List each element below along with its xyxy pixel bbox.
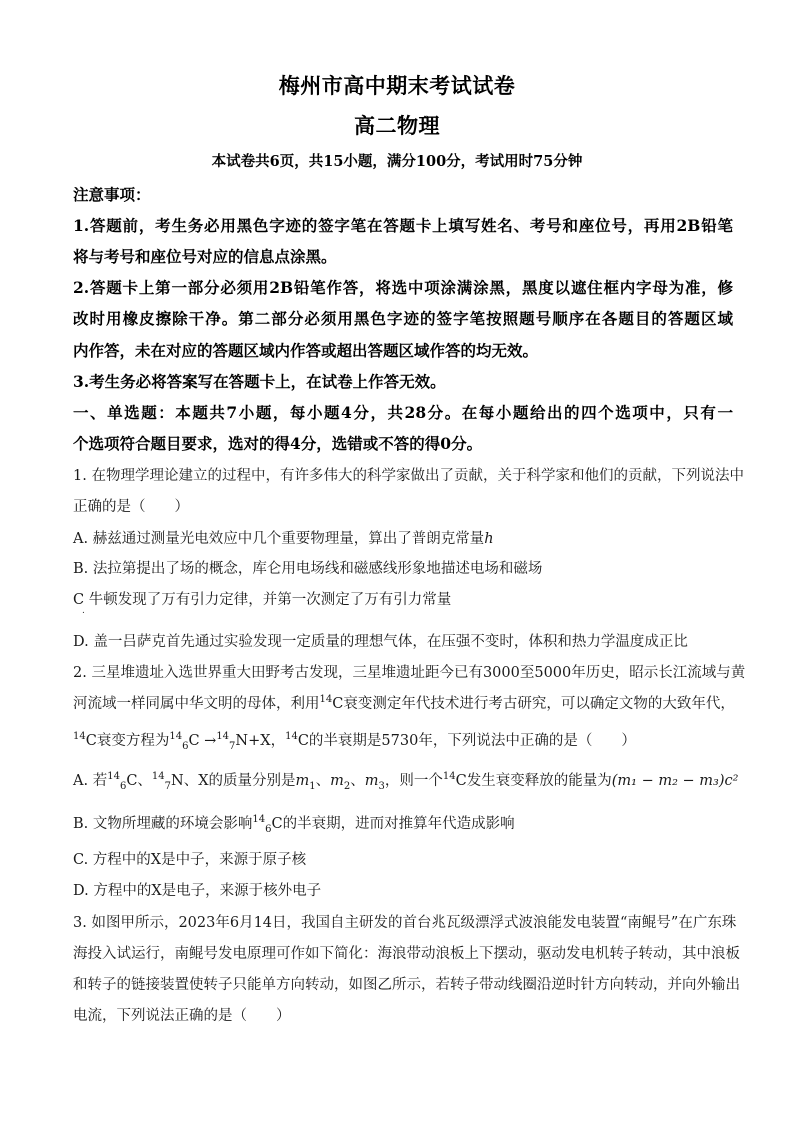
- q2-text: C →: [188, 733, 217, 749]
- q3-stem-cont: 和转子的链接装置使转子只能单方向转动，如图乙所示，若转子带动线圈沿逆时针方向转动，并向外输出: [73, 977, 740, 993]
- mass-number: 14: [216, 731, 230, 743]
- q3-stem: 3. 如图甲所示，2023年6月14日，我国自主研发的首台兆瓦级漂浮式波浪能发电装置“南鲲号”在广东珠: [73, 915, 737, 931]
- mass-number: 14: [319, 694, 333, 706]
- section-heading-cont: 个选项符合题目要求，选对的得4分，选错或不答的得0分。: [73, 434, 483, 453]
- notice-line: 将与考号和座位号对应的信息点涂黑。: [73, 247, 337, 266]
- mass-number: 14: [151, 771, 165, 783]
- q2-text: C发生衰变释放的能量为: [455, 773, 612, 789]
- exam-title: 梅州市高中期末考试试卷: [278, 73, 516, 98]
- q3-stem-cont: 电流，下列说法正确的是（ ）: [73, 1008, 291, 1024]
- q1-option-b: B. 法拉第提出了场的概念，库仑用电场线和磁感线形象地描述电场和磁场: [73, 561, 543, 577]
- q2-text: N+X，: [235, 733, 286, 749]
- q1-option-a-text: A. 赫兹通过测量光电效应中几个重要物理量，算出了普朗克常量: [73, 531, 485, 547]
- notice-line: 改时用橡皮擦除干净。第二部分必须用黑色字迹的签字笔按照题号顺序在各题目的答题区域: [73, 309, 733, 328]
- mass-number: 14: [285, 731, 298, 743]
- q2-option-c: C. 方程中的X是中子，来源于原子核: [73, 852, 307, 868]
- q2-option-b: [73, 812, 733, 833]
- mass-symbol: m: [364, 773, 379, 789]
- q1-option-a: [73, 527, 733, 548]
- q1-stem: 1. 在物理学理论建立的过程中，有许多伟大的科学家做出了贡献，关于科学家和他们的贡献，下列说法中: [73, 468, 744, 484]
- q1-option-c: C 牛顿发现了万有引力定律，并第一次测定了万有引力常量: [73, 592, 452, 608]
- q2-option-d: D. 方程中的X是电子，来源于核外电子: [73, 883, 322, 899]
- mass-number: 14: [252, 814, 266, 826]
- q2-text: C衰变测定年代技术进行考古研究，可以确定文物的大致年代，: [332, 696, 735, 712]
- mass-number: 14: [73, 731, 86, 743]
- q2-text: C衰变方程为: [85, 733, 170, 749]
- mass-number: 14: [442, 771, 456, 783]
- q2-text: C、: [126, 773, 152, 789]
- exam-info: 本试卷共6页，共15小题，满分100分，考试用时75分钟: [211, 153, 583, 170]
- q2-option-a: A. 若$^{14}_6$C、$^{14}_7$N、X的质量分别是$m_1$、$m_2$、$m_3$，则一个$^{14}$C发生衰变释放的能量为(m₁ − m₂ − m₃)c²: [73, 771, 739, 792]
- q1-option-c-dot: .: [82, 606, 85, 616]
- mass-number: 14: [107, 771, 120, 783]
- atomic-number: 7: [164, 780, 172, 792]
- notice-line: 1.答题前，考生务必用黑色字迹的签字笔在答题卡上填写姓名、考号和座位号，再用2B铅笔: [73, 216, 733, 235]
- q2-text: ，则一个: [384, 773, 443, 789]
- q2-stem: 2. 三星堆遗址入选世界重大田野考古发现，三星堆遗址距今已有3000至5000年历史，昭示长江流域与黄: [73, 665, 746, 681]
- mass-number: 14: [169, 731, 183, 743]
- q2-text: N、X的质量分别是: [171, 773, 296, 789]
- q2-text: A. 若: [73, 773, 108, 789]
- notice-line: 内作答，未在对应的答题区域内作答或超出答题区域作答的均无效。: [73, 341, 539, 360]
- q2-decay-equation-line: [73, 729, 733, 750]
- section-heading: 一、单选题：本题共7小题，每小题4分，共28分。在每小题给出的四个选项中，只有一: [73, 403, 733, 422]
- planck-symbol: h: [484, 531, 494, 547]
- energy-formula: (m₁ − m₂ − m₃)c²: [611, 773, 739, 789]
- notice-heading: 注意事项：: [73, 185, 151, 204]
- q1-option-d: D. 盖一吕萨克首先通过实验发现一定质量的理想气体，在压强不变时，体积和热力学温度成正比: [73, 634, 688, 650]
- q1-stem-cont: 正确的是（ ）: [73, 499, 189, 515]
- q2-text: B. 文物所埋藏的环境会影响: [73, 816, 253, 832]
- notice-line: 2.答题卡上第一部分必须用2B铅笔作答，将选中项涂满涂黑，黑度以遮住框内字母为准，修: [73, 278, 733, 297]
- mass-symbol: m: [330, 773, 344, 789]
- atomic-number: 7: [229, 740, 236, 752]
- q2-stem-cont: [73, 692, 733, 713]
- q2-text: 河流域一样同属中华文明的母体，利用: [73, 696, 320, 712]
- subject-title: 高二物理: [354, 113, 440, 138]
- notice-line: 3.考生务必将答案写在答题卡上，在试卷上作答无效。: [73, 372, 446, 391]
- q2-text: C的半衰期是5730年，下列说法中正确的是（ ）: [297, 733, 636, 749]
- atomic-number: 6: [265, 823, 272, 835]
- q3-stem-cont: 海投入试运行，南鲲号发电原理可作如下简化：海浪带动浪板上下摆动，驱动发电机转子转动，其中浪板: [73, 946, 740, 962]
- atomic-number: 6: [119, 780, 127, 792]
- q2-text: C的半衰期，进而对推算年代造成影响: [271, 816, 515, 832]
- atomic-number: 6: [182, 740, 189, 752]
- mass-symbol: m: [295, 773, 310, 789]
